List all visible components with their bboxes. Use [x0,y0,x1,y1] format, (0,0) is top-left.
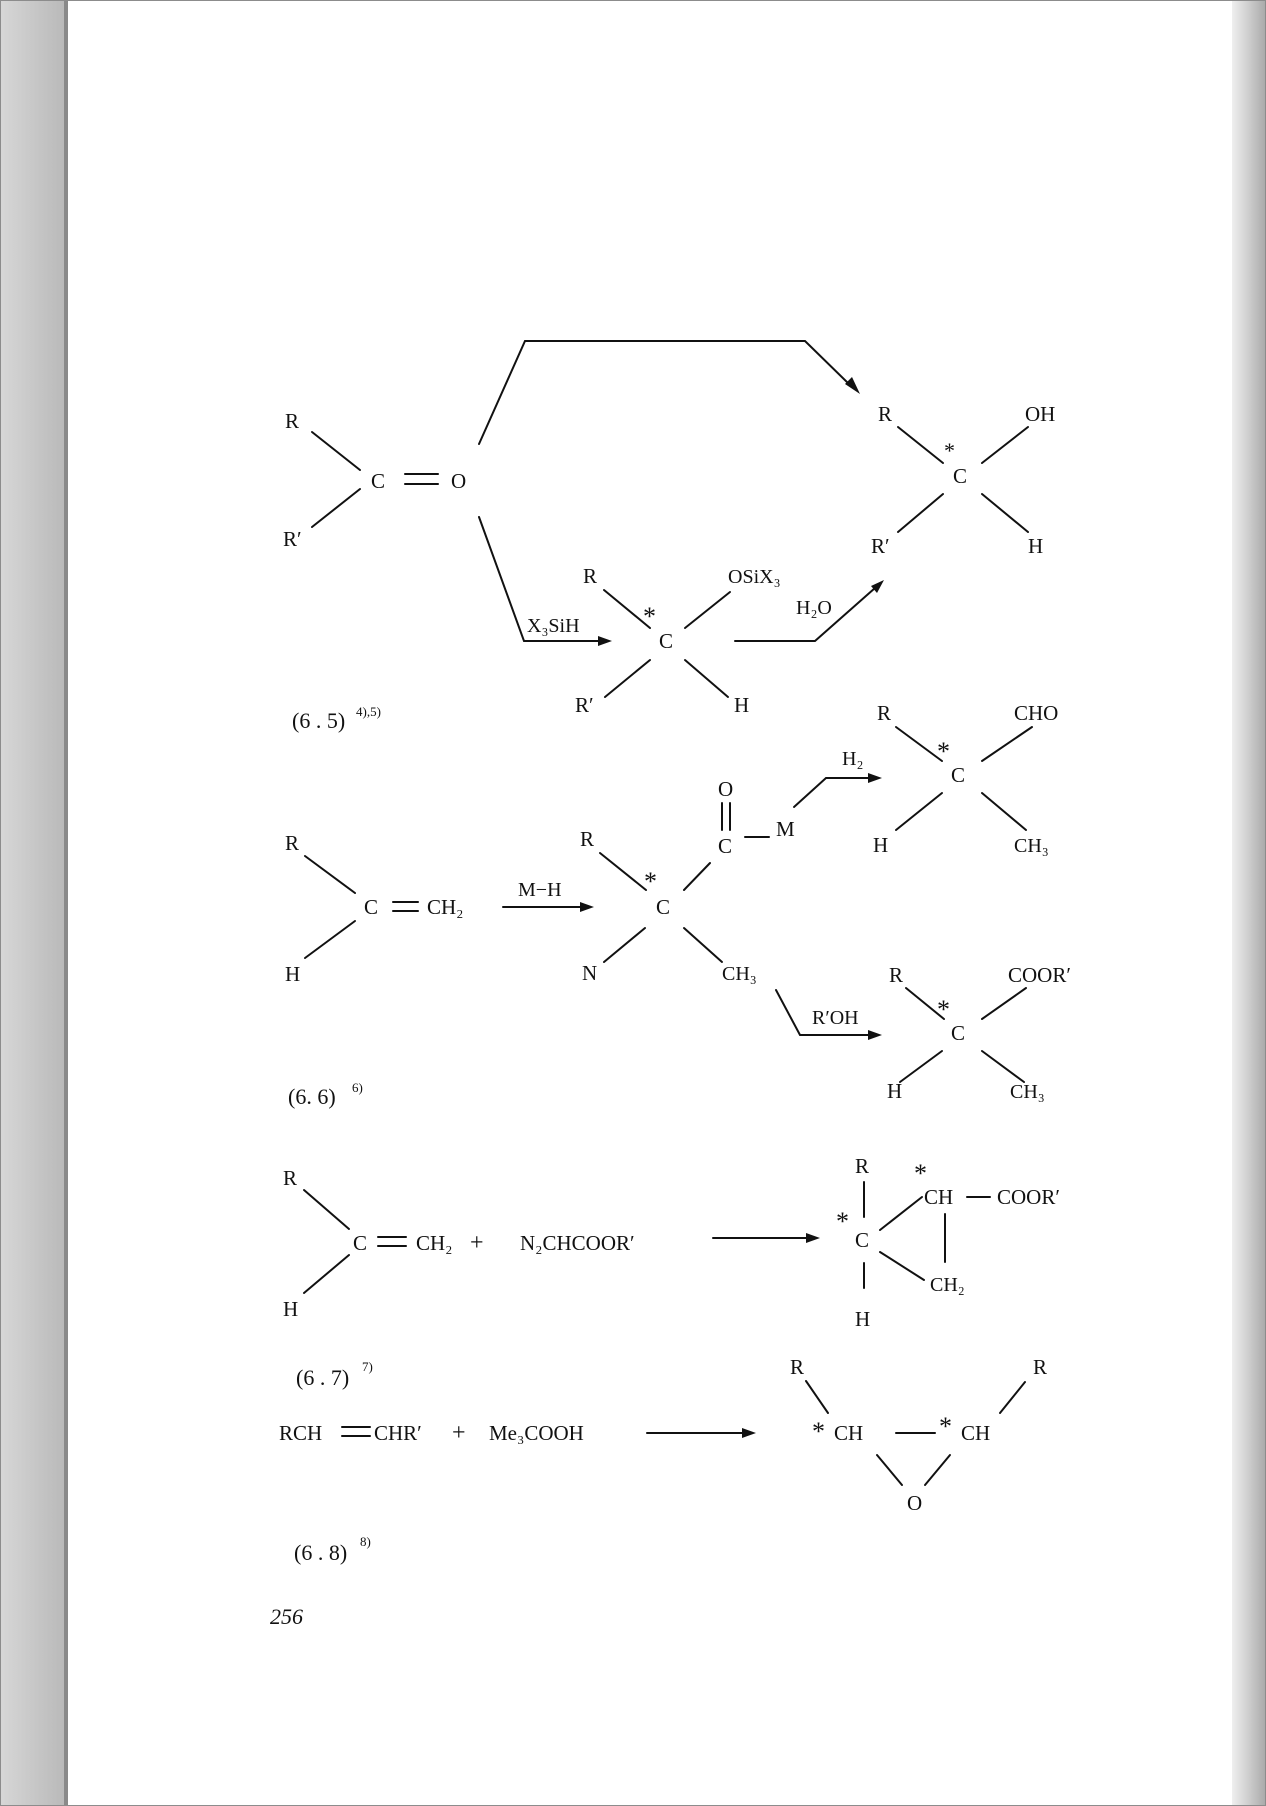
bond [685,592,730,628]
intermediate-r: R [583,564,598,588]
bond [982,427,1028,463]
eq-label-6-8: (6 . 8) [294,1540,348,1565]
product-ch: CH [924,1185,954,1209]
product-star-1: * [836,1207,849,1236]
arrowhead [806,1233,820,1243]
ester-ch3: CH₃ [1010,1081,1045,1103]
eq-label-6-5: (6 . 5) [292,708,346,733]
aldehyde-star: * [937,737,950,766]
product-r: R [855,1154,870,1178]
aldehyde-ch3: CH₃ [1014,835,1049,857]
product-o: O [907,1491,923,1515]
product-ch-2: CH [961,1421,991,1445]
ring-bond [880,1197,922,1230]
ester-coor: COOR′ [1008,963,1071,987]
ester-star: * [937,995,950,1024]
eq-ref-6-5: 4),5) [356,704,381,719]
scheme-6-8 [279,1355,1047,1565]
ketone-carbon: C [371,469,386,493]
plus-sign: + [452,1420,466,1446]
arrowhead [868,1030,882,1040]
product-oh: OH [1025,402,1056,426]
ring-bond [877,1455,902,1485]
reagent-x3sih: X₃SiH [527,615,580,637]
product-coor: COOR′ [997,1185,1060,1209]
bond [305,921,355,958]
hydrogenation-arrow [794,778,870,807]
bond [898,494,943,532]
product-c: C [855,1228,870,1252]
aldehyde-cho: CHO [1014,701,1059,725]
arrowhead [580,902,594,912]
arrowhead [742,1428,756,1438]
bond [305,856,355,893]
product-ch-1: CH [834,1421,864,1445]
scheme-6-6 [285,701,1071,1109]
alkene-ch2: CH₂ [416,1231,453,1255]
intermediate-star: * [643,602,656,631]
intermediate-n: N [582,961,598,985]
alkene-r: R [283,1166,298,1190]
intermediate-carbon: C [656,895,671,919]
alkene-chr-prime: CHR′ [374,1421,422,1445]
ester-h: H [887,1079,903,1103]
eq-ref-6-7: 7) [362,1359,373,1374]
bond [312,432,360,470]
intermediate-r: R [580,827,595,851]
bond [605,660,650,697]
aldehyde-h: H [873,833,889,857]
alkene-carbon: C [364,895,379,919]
aldehyde-carbon: C [951,763,966,787]
reagent-h2: H₂ [842,748,864,770]
bond [898,427,943,463]
acyl-oxygen: O [718,777,734,801]
metal-m: M [776,817,795,841]
bond [982,793,1026,830]
intermediate-substituent: OSiX₃ [728,566,781,588]
alkene-h: H [283,1297,299,1321]
bond [600,853,646,890]
bond [982,1051,1024,1082]
intermediate-star: * [644,867,657,896]
arrowhead [598,636,612,646]
eq-label-6-6: (6. 6) [288,1084,336,1109]
product-r-1: R [790,1355,805,1379]
upper-reaction-path [479,341,850,444]
ketone-r: R [285,409,300,433]
ketone-r-prime: R′ [283,527,302,551]
bond [312,489,360,527]
product-star-2: * [939,1412,952,1441]
bond [685,660,728,697]
bond [604,928,645,962]
product-h: H [855,1307,871,1331]
alkene-h: H [285,962,301,986]
bond [1000,1382,1025,1413]
bond [896,727,942,761]
product-star: * [944,438,955,463]
eq-ref-6-6: 6) [352,1080,363,1095]
intermediate-h: H [734,693,750,717]
ketone-oxygen: O [451,469,467,493]
alkene-rch: RCH [279,1421,323,1445]
reagent-r-prime-oh: R′OH [812,1007,859,1029]
ester-carbon: C [951,1021,966,1045]
bond [684,928,722,962]
bond [304,1190,349,1229]
scheme-6-7 [283,1154,1060,1390]
product-r-2: R [1033,1355,1048,1379]
bond [982,988,1026,1019]
ring-bond [925,1455,950,1485]
bond [900,1051,942,1082]
product-star-2: * [914,1159,927,1188]
eq-ref-6-8: 8) [360,1534,371,1549]
bond [304,1255,349,1293]
aldehyde-r: R [877,701,892,725]
intermediate-r-prime: R′ [575,693,594,717]
acyl-carbon: C [718,834,733,858]
plus-sign: + [470,1230,484,1256]
product-carbon: C [953,464,968,488]
bond [982,727,1032,761]
product-h: H [1028,534,1044,558]
reagent-diazoester: N₂CHCOOR′ [520,1231,635,1255]
scheme-6-5 [283,341,1055,733]
intermediate-ch3: CH₃ [722,963,757,985]
bond [982,494,1028,532]
bond [684,863,710,890]
bond [896,793,942,830]
alkene-r: R [285,831,300,855]
product-star-1: * [812,1417,825,1446]
eq-label-6-7: (6 . 7) [296,1365,350,1390]
bond [806,1381,828,1413]
reagent-peroxide: Me₃COOH [489,1421,584,1445]
ester-r: R [889,963,904,987]
reagent-h2o: H₂O [796,597,832,619]
arrowhead [868,773,882,783]
product-r-prime: R′ [871,534,890,558]
product-r: R [878,402,893,426]
page-number: 256 [270,1604,303,1629]
intermediate-carbon: C [659,629,674,653]
alkene-carbon: C [353,1231,368,1255]
reagent-m-h: M−H [518,879,562,901]
product-ch2: CH₂ [930,1274,965,1296]
ring-bond [880,1252,924,1280]
alkene-ch2: CH₂ [427,895,464,919]
arrowhead [845,377,860,394]
